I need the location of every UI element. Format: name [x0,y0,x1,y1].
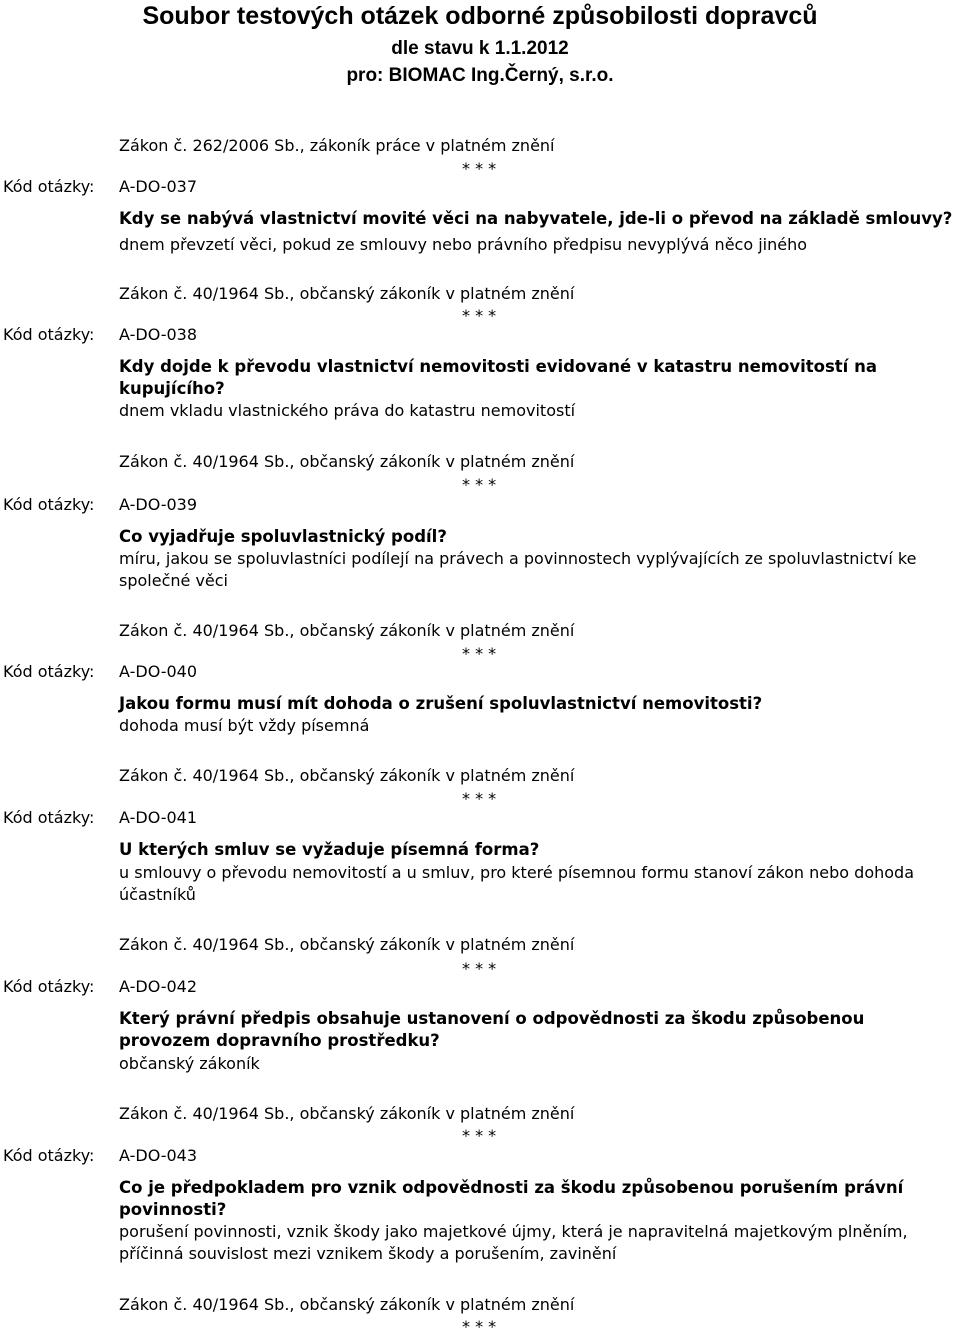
answer-text: příčinná souvislost mezi vznikem škody a porušením, zavinění [119,1244,617,1263]
answer-text: u smlouvy o převodu nemovitostí a u smluv, pro které písemnou formu stanoví zákon nebo dohoda [119,863,914,882]
law-reference: Zákon č. 40/1964 Sb., občanský zákoník v platném znění [119,1104,575,1123]
question-text: Kdy dojde k převodu vlastnictví nemovitosti evidované v katastru nemovitostí na [119,357,877,376]
law-reference: Zákon č. 40/1964 Sb., občanský zákoník v platném znění [119,284,575,303]
question-code: A-DO-042 [119,977,198,996]
answer-text: společné věci [119,571,228,590]
separator-stars: * * * [462,475,497,494]
separator-stars: * * * [462,159,497,178]
document-header [0,0,960,87]
question-text: kupujícího? [119,379,225,398]
question-text: U kterých smluv se vyžaduje písemná forma? [119,840,540,859]
answer-text: dnem vkladu vlastnického práva do katastru nemovitostí [119,401,576,420]
question-code: A-DO-037 [119,177,198,196]
question-text: Co je předpokladem pro vznik odpovědnosti za škodu způsobenou porušením právní [119,1178,904,1197]
separator-stars: * * * [462,1126,497,1145]
question-code: A-DO-038 [119,325,198,344]
question-text: Který právní předpis obsahuje ustanovení o odpovědnosti za škodu způsobenou [119,1009,865,1028]
question-code-label: Kód otázky: [3,495,95,514]
law-reference: Zákon č. 262/2006 Sb., zákoník práce v platném znění [119,136,555,155]
law-reference: Zákon č. 40/1964 Sb., občanský zákoník v platném znění [119,452,575,471]
answer-text: účastníků [119,885,196,904]
question-code: A-DO-040 [119,662,198,681]
question-code-label: Kód otázky: [3,662,95,681]
question-code: A-DO-039 [119,495,198,514]
answer-text: občanský zákoník [119,1054,260,1073]
law-reference: Zákon č. 40/1964 Sb., občanský zákoník v platném znění [119,766,575,785]
question-code-label: Kód otázky: [3,977,95,996]
question-code-label: Kód otázky: [3,177,95,196]
question-text: provozem dopravního prostředku? [119,1031,440,1050]
answer-text: míru, jakou se spoluvlastníci podílejí na právech a povinnostech vyplývajících ze spoluvlastnictví ke [119,549,917,568]
question-text: Co vyjadřuje spoluvlastnický podíl? [119,527,447,546]
question-text: Jakou formu musí mít dohoda o zrušení spoluvlastnictví nemovitosti? [119,694,763,713]
separator-stars: * * * [462,789,497,808]
separator-stars: * * * [462,1317,497,1336]
question-code: A-DO-041 [119,808,198,827]
question-text: povinnosti? [119,1200,227,1219]
answer-text: porušení povinnosti, vznik škody jako majetkové újmy, která je napravitelná majetkovým plněním, [119,1222,908,1241]
question-code: A-DO-043 [119,1146,198,1165]
question-code-label: Kód otázky: [3,325,95,344]
law-reference: Zákon č. 40/1964 Sb., občanský zákoník v platném znění [119,621,575,640]
document-recipient: pro: BIOMAC Ing.Černý, s.r.o. [346,65,614,86]
separator-stars: * * * [462,306,497,325]
document-date: dle stavu k 1.1.2012 [391,38,569,59]
question-code-label: Kód otázky: [3,808,95,827]
separator-stars: * * * [462,644,497,663]
answer-text: dohoda musí být vždy písemná [119,716,370,735]
law-reference: Zákon č. 40/1964 Sb., občanský zákoník v platném znění [119,1295,575,1314]
question-text: Kdy se nabývá vlastnictví movité věci na nabyvatele, jde-li o převod na základě smlouvy? [119,209,953,228]
question-code-label: Kód otázky: [3,1146,95,1165]
document-title: Soubor testových otázek odborné způsobilosti dopravců [142,2,818,30]
law-reference: Zákon č. 40/1964 Sb., občanský zákoník v platném znění [119,935,575,954]
separator-stars: * * * [462,959,497,978]
answer-text: dnem převzetí věci, pokud ze smlouvy nebo právního předpisu nevyplývá něco jiného [119,235,808,254]
